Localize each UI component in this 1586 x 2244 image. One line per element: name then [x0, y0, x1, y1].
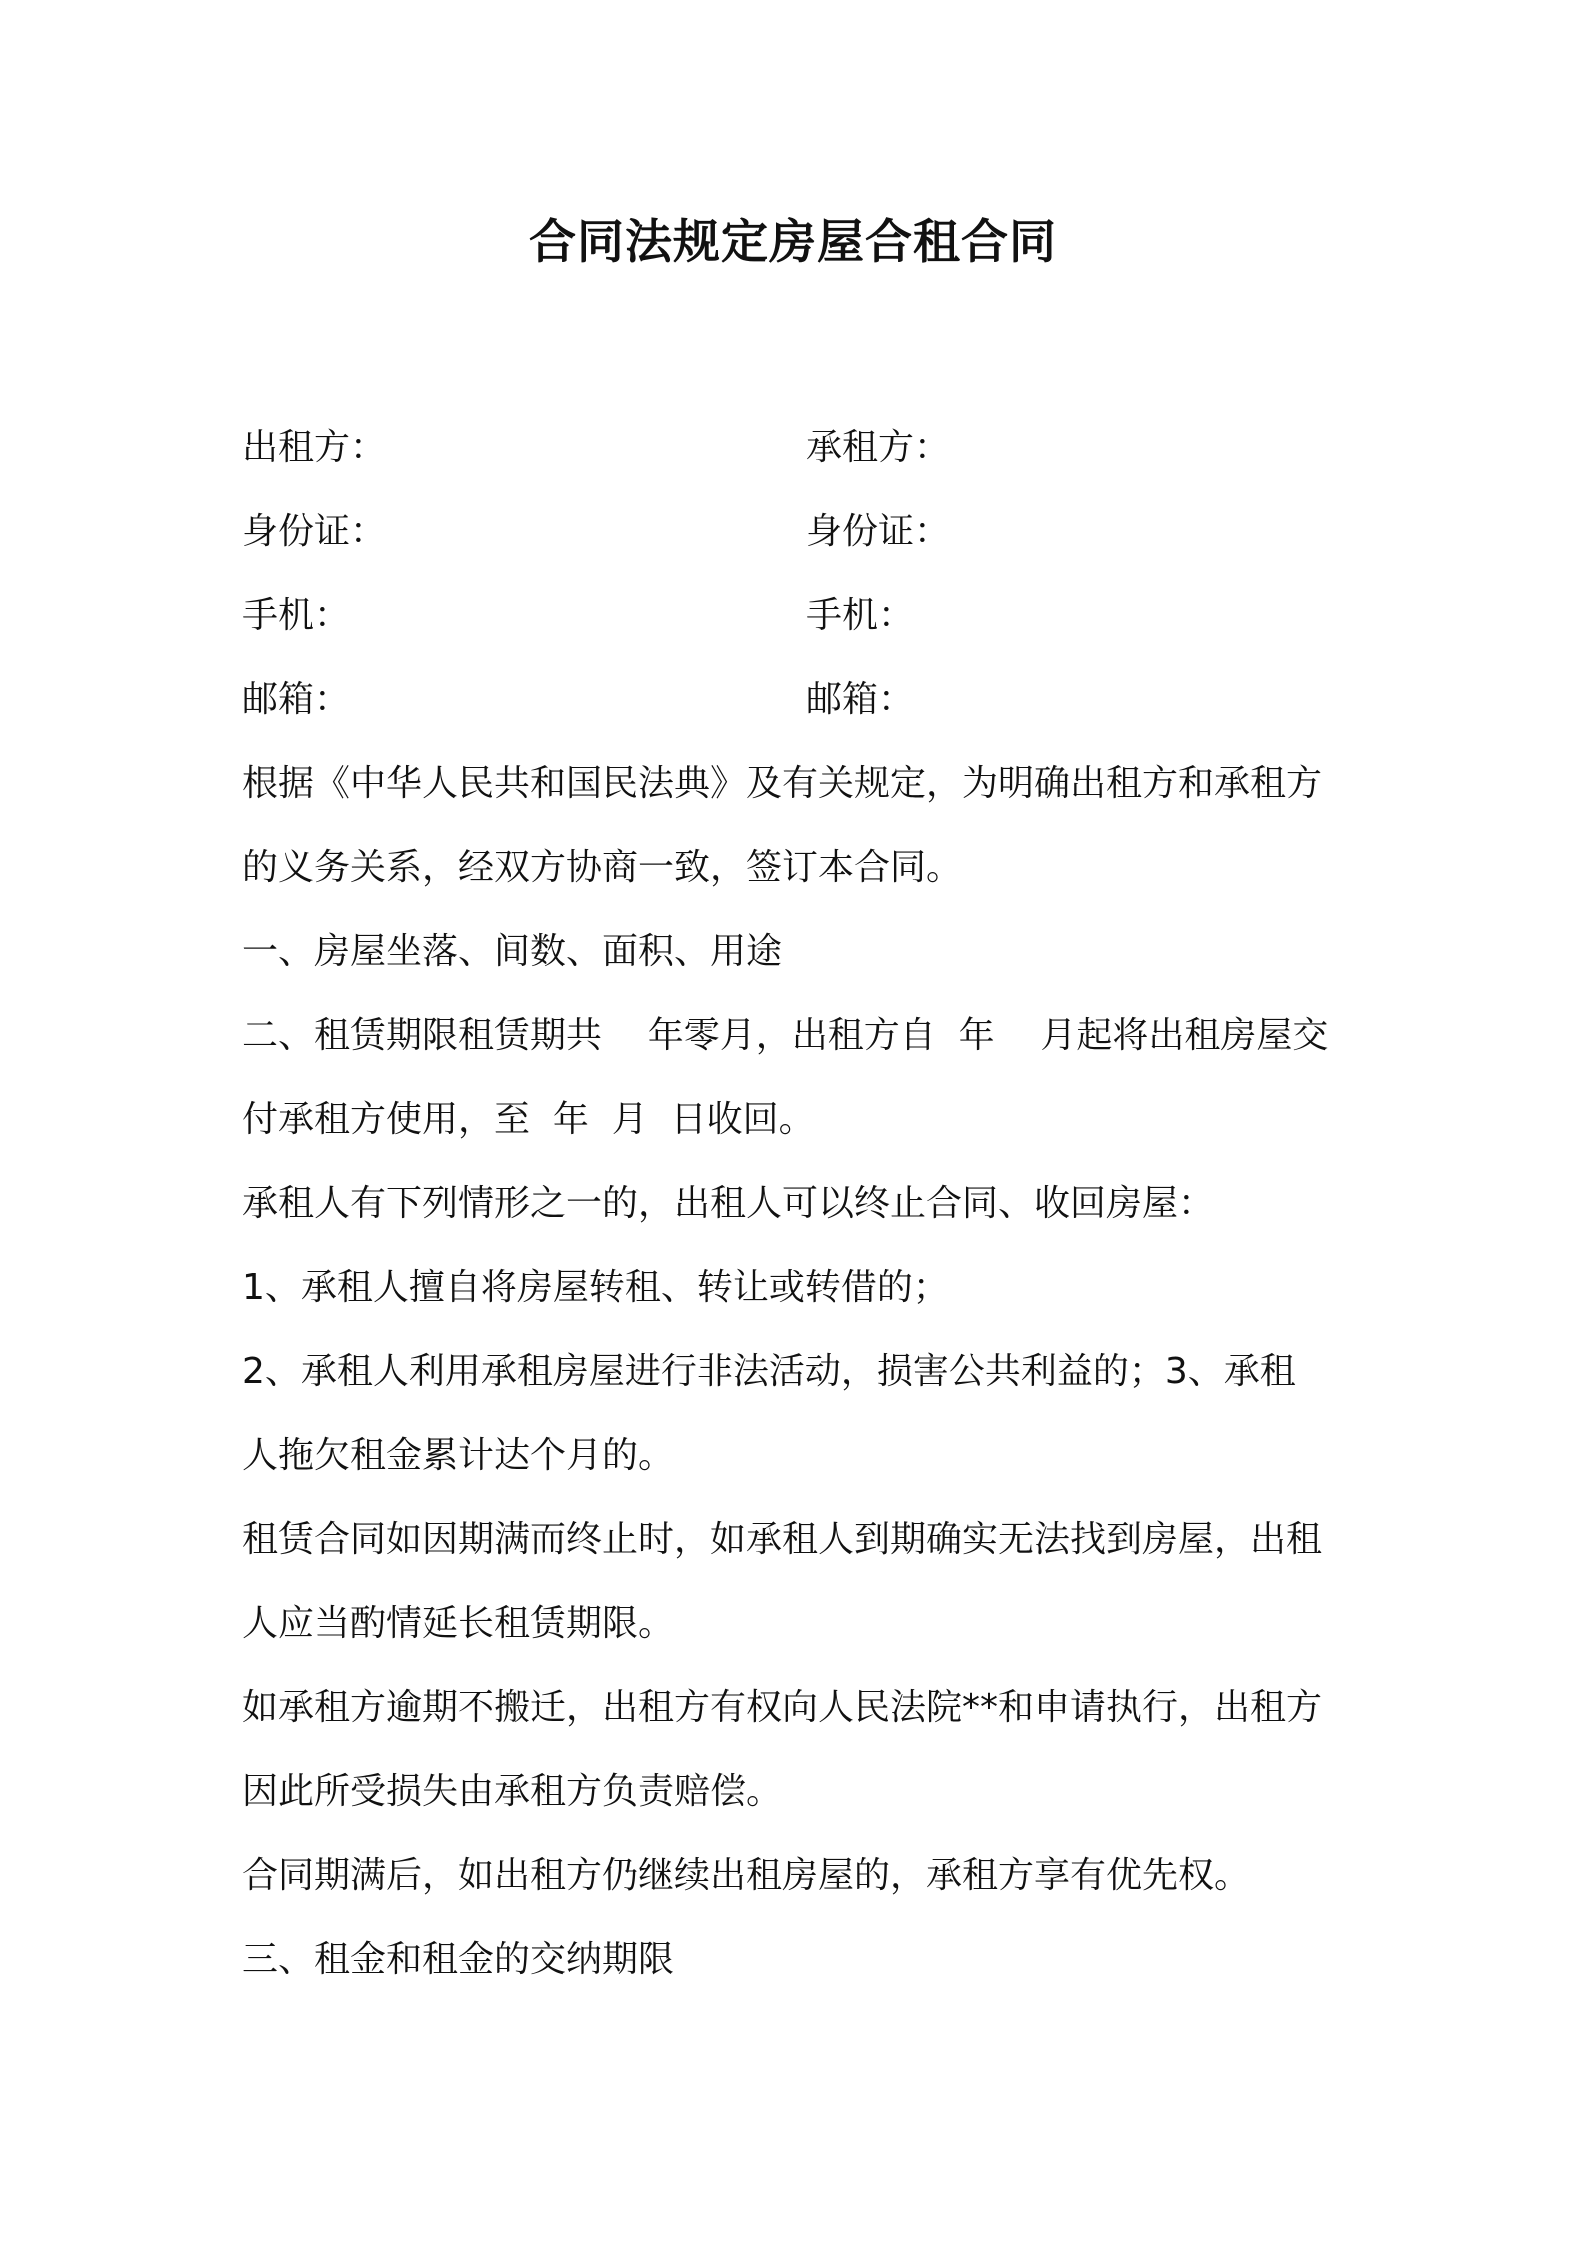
- party-info-block: [242, 406, 1352, 742]
- lessor-email-label: 邮箱：: [242, 679, 351, 720]
- party-row-email: [242, 658, 1352, 742]
- party-row-id: [242, 490, 1352, 574]
- body-line: 付承租方使用，至 年 月 日收回。: [242, 1099, 815, 1140]
- lessee-email-label: 邮箱：: [806, 679, 915, 720]
- body-line: 的义务关系，经双方协商一致，签订本合同。: [242, 847, 963, 888]
- document-title: 合同法规定房屋合租合同: [529, 215, 1057, 270]
- lessor-label: 出租方：: [242, 427, 387, 468]
- lessee-label: 承租方：: [806, 427, 951, 468]
- section-heading-1: 一、房屋坐落、间数、面积、用途: [242, 931, 783, 972]
- contract-body: [242, 742, 1362, 2002]
- lessee-phone-label: 手机：: [806, 595, 915, 636]
- lessor-id-label: 身份证：: [242, 511, 387, 552]
- party-row-phone: [242, 574, 1352, 658]
- body-line: 人应当酌情延长租赁期限。: [242, 1603, 675, 1644]
- clause-item: 1、承租人擅自将房屋转租、转让或转借的；: [242, 1267, 949, 1308]
- party-row-lessor-lessee: [242, 406, 1352, 490]
- lessee-id-label: 身份证：: [806, 511, 951, 552]
- clause-item: 人拖欠租金累计达个月的。: [242, 1435, 675, 1476]
- lessor-phone-label: 手机：: [242, 595, 351, 636]
- clause-item: 2、承租人利用承租房屋进行非法活动，损害公共利益的；3、承租: [242, 1351, 1296, 1392]
- body-line: 根据《中华人民共和国民法典》及有关规定，为明确出租方和承租方: [242, 763, 1323, 804]
- body-line: 承租人有下列情形之一的，出租人可以终止合同、收回房屋：: [242, 1183, 1215, 1224]
- body-line: 租赁合同如因期满而终止时，如承租人到期确实无法找到房屋，出租: [242, 1519, 1323, 1560]
- section-heading-2: 二、租赁期限租赁期共 年零月，出租方自 年 月起将出租房屋交: [242, 1015, 1329, 1056]
- section-heading-3: 三、租金和租金的交纳期限: [242, 1939, 675, 1980]
- body-line: 如承租方逾期不搬迁，出租方有权向人民法院**和申请执行，出租方: [242, 1687, 1323, 1728]
- body-line: 合同期满后，如出租方仍继续出租房屋的，承租方享有优先权。: [242, 1855, 1251, 1896]
- body-line: 因此所受损失由承租方负责赔偿。: [242, 1771, 783, 1812]
